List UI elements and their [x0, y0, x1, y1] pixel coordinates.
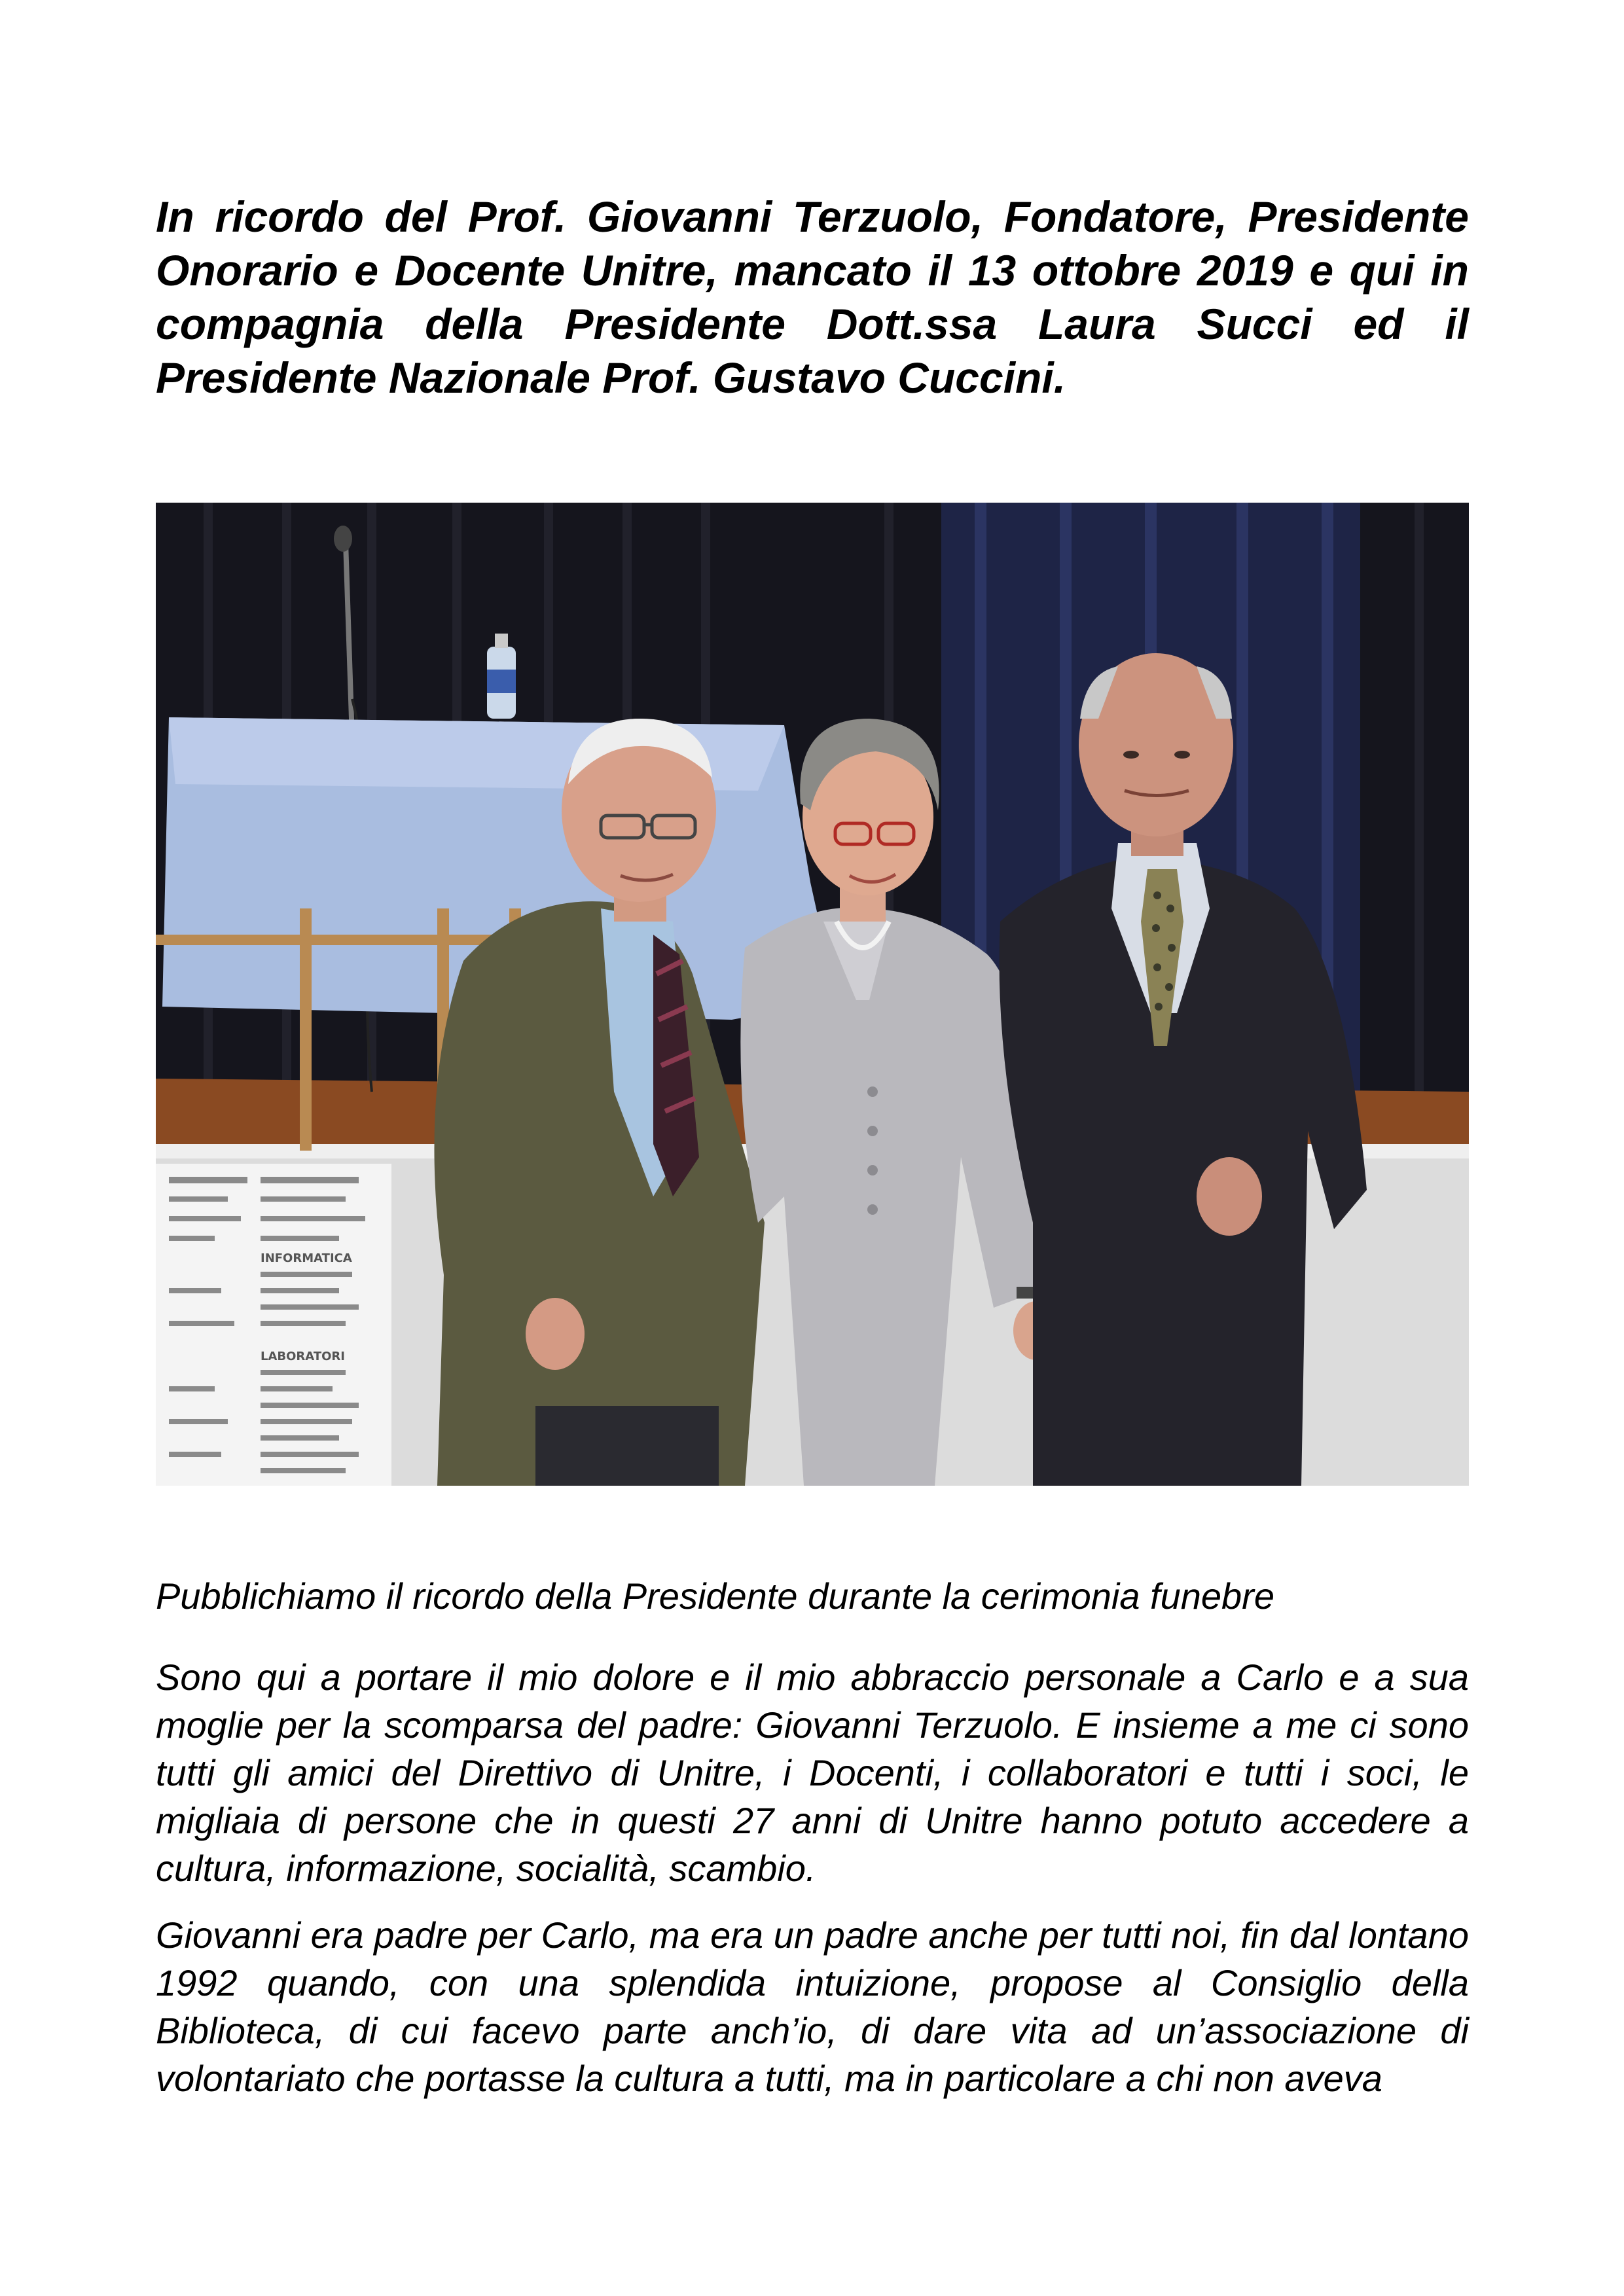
- body-paragraph-2: Giovanni era padre per Carlo, ma era un padre anche per tutti noi, fin dal lontano 1992 quando, con una splendida intuizione, propose al Consiglio della Biblioteca, di cui facevo parte anch’io, di dare vita ad un’associazione di volontariato che portasse la cultura a tutti, ma in particolare a chi non aveva: [156, 1914, 1469, 2099]
- banner-heading-informatica: INFORMATICA: [261, 1251, 352, 1265]
- banner-heading-laboratori: LABORATORI: [261, 1350, 345, 1363]
- group-photo-illustration: [156, 503, 1469, 1486]
- body-paragraph-1: Sono qui a portare il mio dolore e il mio abbraccio personale a Carlo e a sua moglie per la scomparsa del padre: Giovanni Terzuolo. E insieme a me ci sono tutti gli amici del Direttivo di Unitre, i Docenti, i collaboratori e tutti i soci, le migliaia di persone che in questi 27 anni di Unitre hanno potuto accedere a cultura, informazione, socialità, scambio.: [156, 1657, 1469, 1889]
- photo-caption: Pubblichiamo il ricordo della Presidente durante la cerimonia funebre: [156, 1575, 1274, 1617]
- group-photo: [156, 503, 1469, 1486]
- document-title: In ricordo del Prof. Giovanni Terzuolo, Fondatore, Presidente Onorario e Docente Unitre, mancato il 13 ottobre 2019 e qui in compagnia della Presidente Dott.ssa Laura Succi ed il Presidente Nazionale Prof. Gustavo Cuccini.: [156, 192, 1469, 402]
